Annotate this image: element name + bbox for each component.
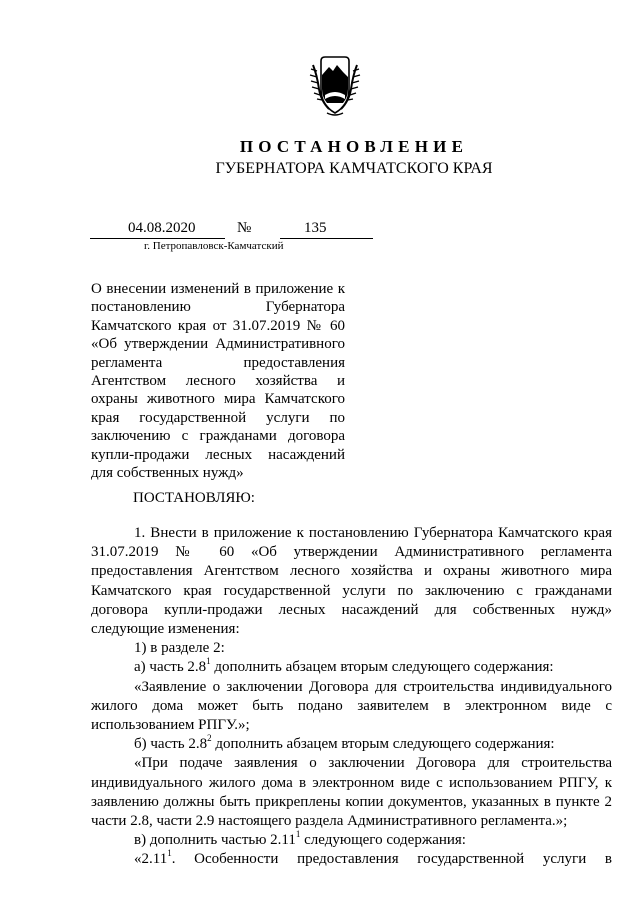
document-title: ПОСТАНОВЛЕНИЕ (239, 137, 469, 156)
body-line: части 2.8, части 2.9 настоящего раздела Административного регламента.»; (91, 813, 568, 830)
document-city: г. Петропавловск-Камчатский (144, 240, 284, 252)
body-text: . Особенности предоставления государственной услуги в (171, 851, 612, 868)
superscript: 1 (167, 848, 172, 859)
body-line: 31.07.2019 № 60 «Об утверждении Административного регламента (91, 544, 612, 561)
body-line: заявлению должны быть прикреплены копии документов, указанных в пункте 2 (91, 793, 612, 810)
subject-line: охраны животного мира Камчатского (91, 391, 345, 408)
body-line: договора купли-продажи лесных насаждений для собственных нужд» (91, 601, 612, 618)
superscript: 2 (207, 733, 212, 744)
document-date: 04.08.2020 (128, 220, 196, 236)
body-line (91, 735, 612, 754)
body-text: дополнить абзацем вторым следующего содержания: (210, 659, 554, 676)
body-line (91, 658, 612, 677)
subject-line: купли-продажи лесных насаждений (91, 446, 345, 463)
body-text: а) часть 2.8 (134, 659, 207, 676)
resolve-heading: ПОСТАНОВЛЯЮ: (133, 490, 255, 506)
body-line: 1. Внести в приложение к постановлению Губернатора Камчатского края (134, 525, 612, 541)
document-body (91, 524, 612, 870)
body-text: в) дополнить частью 2.11 (134, 832, 296, 849)
kamchatka-emblem-icon (299, 55, 371, 117)
subject-line: О внесении изменений в приложение к (91, 281, 345, 297)
subject-line: для собственных нужд» (91, 465, 244, 482)
body-line: 1) в разделе 2: (134, 640, 225, 657)
body-line: «Заявление о заключении Договора для строительства индивидуального (134, 678, 612, 695)
subject-line: Агентством лесного хозяйства и (91, 373, 345, 390)
subject-line: постановлению Губернатора (91, 299, 345, 316)
number-underline (280, 238, 373, 239)
subject-line: заключению с гражданами договора (91, 428, 345, 445)
body-line: Камчатского края государственной услуги по заключению с гражданами (91, 582, 612, 599)
body-line: следующие изменения: (91, 621, 240, 638)
body-text: б) часть 2.8 (134, 736, 208, 753)
date-number-line (90, 220, 373, 240)
document-subject (91, 280, 345, 482)
number-sign: № (237, 220, 252, 236)
document-subtitle: ГУБЕРНАТОРА КАМЧАТСКОГО КРАЯ (215, 160, 493, 177)
body-text: дополнить абзацем вторым следующего содержания: (211, 736, 555, 753)
body-line: жилого дома может быть подано заявителем в электронном виде с (91, 697, 612, 714)
body-line (91, 850, 612, 869)
subject-line: «Об утверждении Административного (91, 336, 345, 353)
body-line: использованием РПГУ.»; (91, 717, 250, 734)
body-text: следующего содержания: (300, 832, 466, 849)
superscript: 1 (295, 829, 301, 840)
subject-line: Камчатского края от 31.07.2019 № 60 (91, 317, 345, 334)
body-line: индивидуального жилого дома в электронном виде с использованием РПГУ, к (91, 774, 612, 791)
body-line: предоставления Агентством лесного хозяйства и охраны животного мира (91, 563, 612, 580)
date-underline (90, 238, 225, 239)
superscript: 1 (206, 656, 211, 667)
subject-line: регламента предоставления (91, 354, 345, 371)
subject-line: края государственной услуги по (91, 409, 345, 426)
document-number: 135 (304, 220, 327, 236)
body-line: «При подаче заявления о заключении Договора для строительства (134, 755, 612, 772)
body-text: «2.11 (134, 851, 168, 868)
